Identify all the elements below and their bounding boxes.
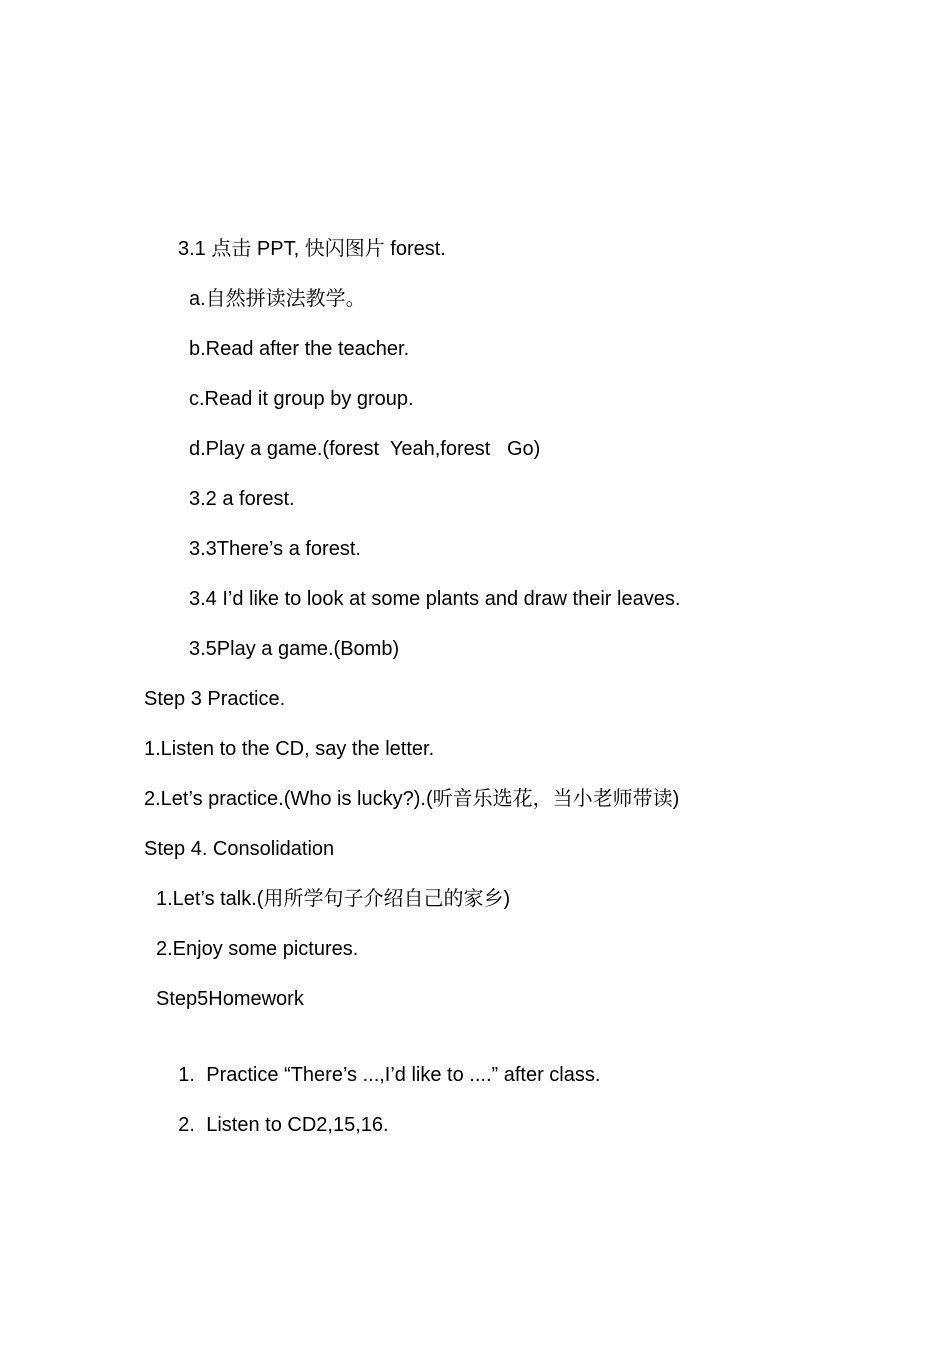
list-text: Listen to CD2,15,16.	[206, 1114, 389, 1136]
text-line: d.Play a game.(forest Yeah,forest Go)	[189, 438, 541, 460]
list-item	[156, 1086, 389, 1164]
text-line: 3.5Play a game.(Bomb)	[189, 638, 400, 660]
text-line: 2.Enjoy some pictures.	[156, 938, 359, 960]
text-line: 1.Listen to the CD, say the letter.	[144, 738, 435, 760]
text-line: a.自然拼读法教学。	[189, 288, 366, 310]
text-line: c.Read it group by group.	[189, 388, 414, 410]
text-line: 3.1 点击 PPT, 快闪图片 forest.	[178, 238, 446, 260]
text-line: 3.3There’s a forest.	[189, 538, 361, 560]
list-number: 1.	[178, 1064, 195, 1086]
text-line: 3.2 a forest.	[189, 488, 295, 510]
text-line: 3.4 I’d like to look at some plants and draw their leaves.	[189, 588, 681, 610]
section-heading: Step5Homework	[156, 988, 304, 1010]
text-line: b.Read after the teacher.	[189, 338, 410, 360]
list-text: Practice “There’s ...,I’d like to ....” after class.	[206, 1064, 601, 1086]
text-line: 1.Let’s talk.(用所学句子介绍自己的家乡)	[156, 888, 511, 910]
section-heading: Step 3 Practice.	[144, 688, 286, 710]
list-number: 2.	[178, 1114, 195, 1136]
section-heading: Step 4. Consolidation	[144, 838, 335, 860]
text-line: 2.Let’s practice.(Who is lucky?).(听音乐选花，当小老师带读)	[144, 788, 680, 810]
